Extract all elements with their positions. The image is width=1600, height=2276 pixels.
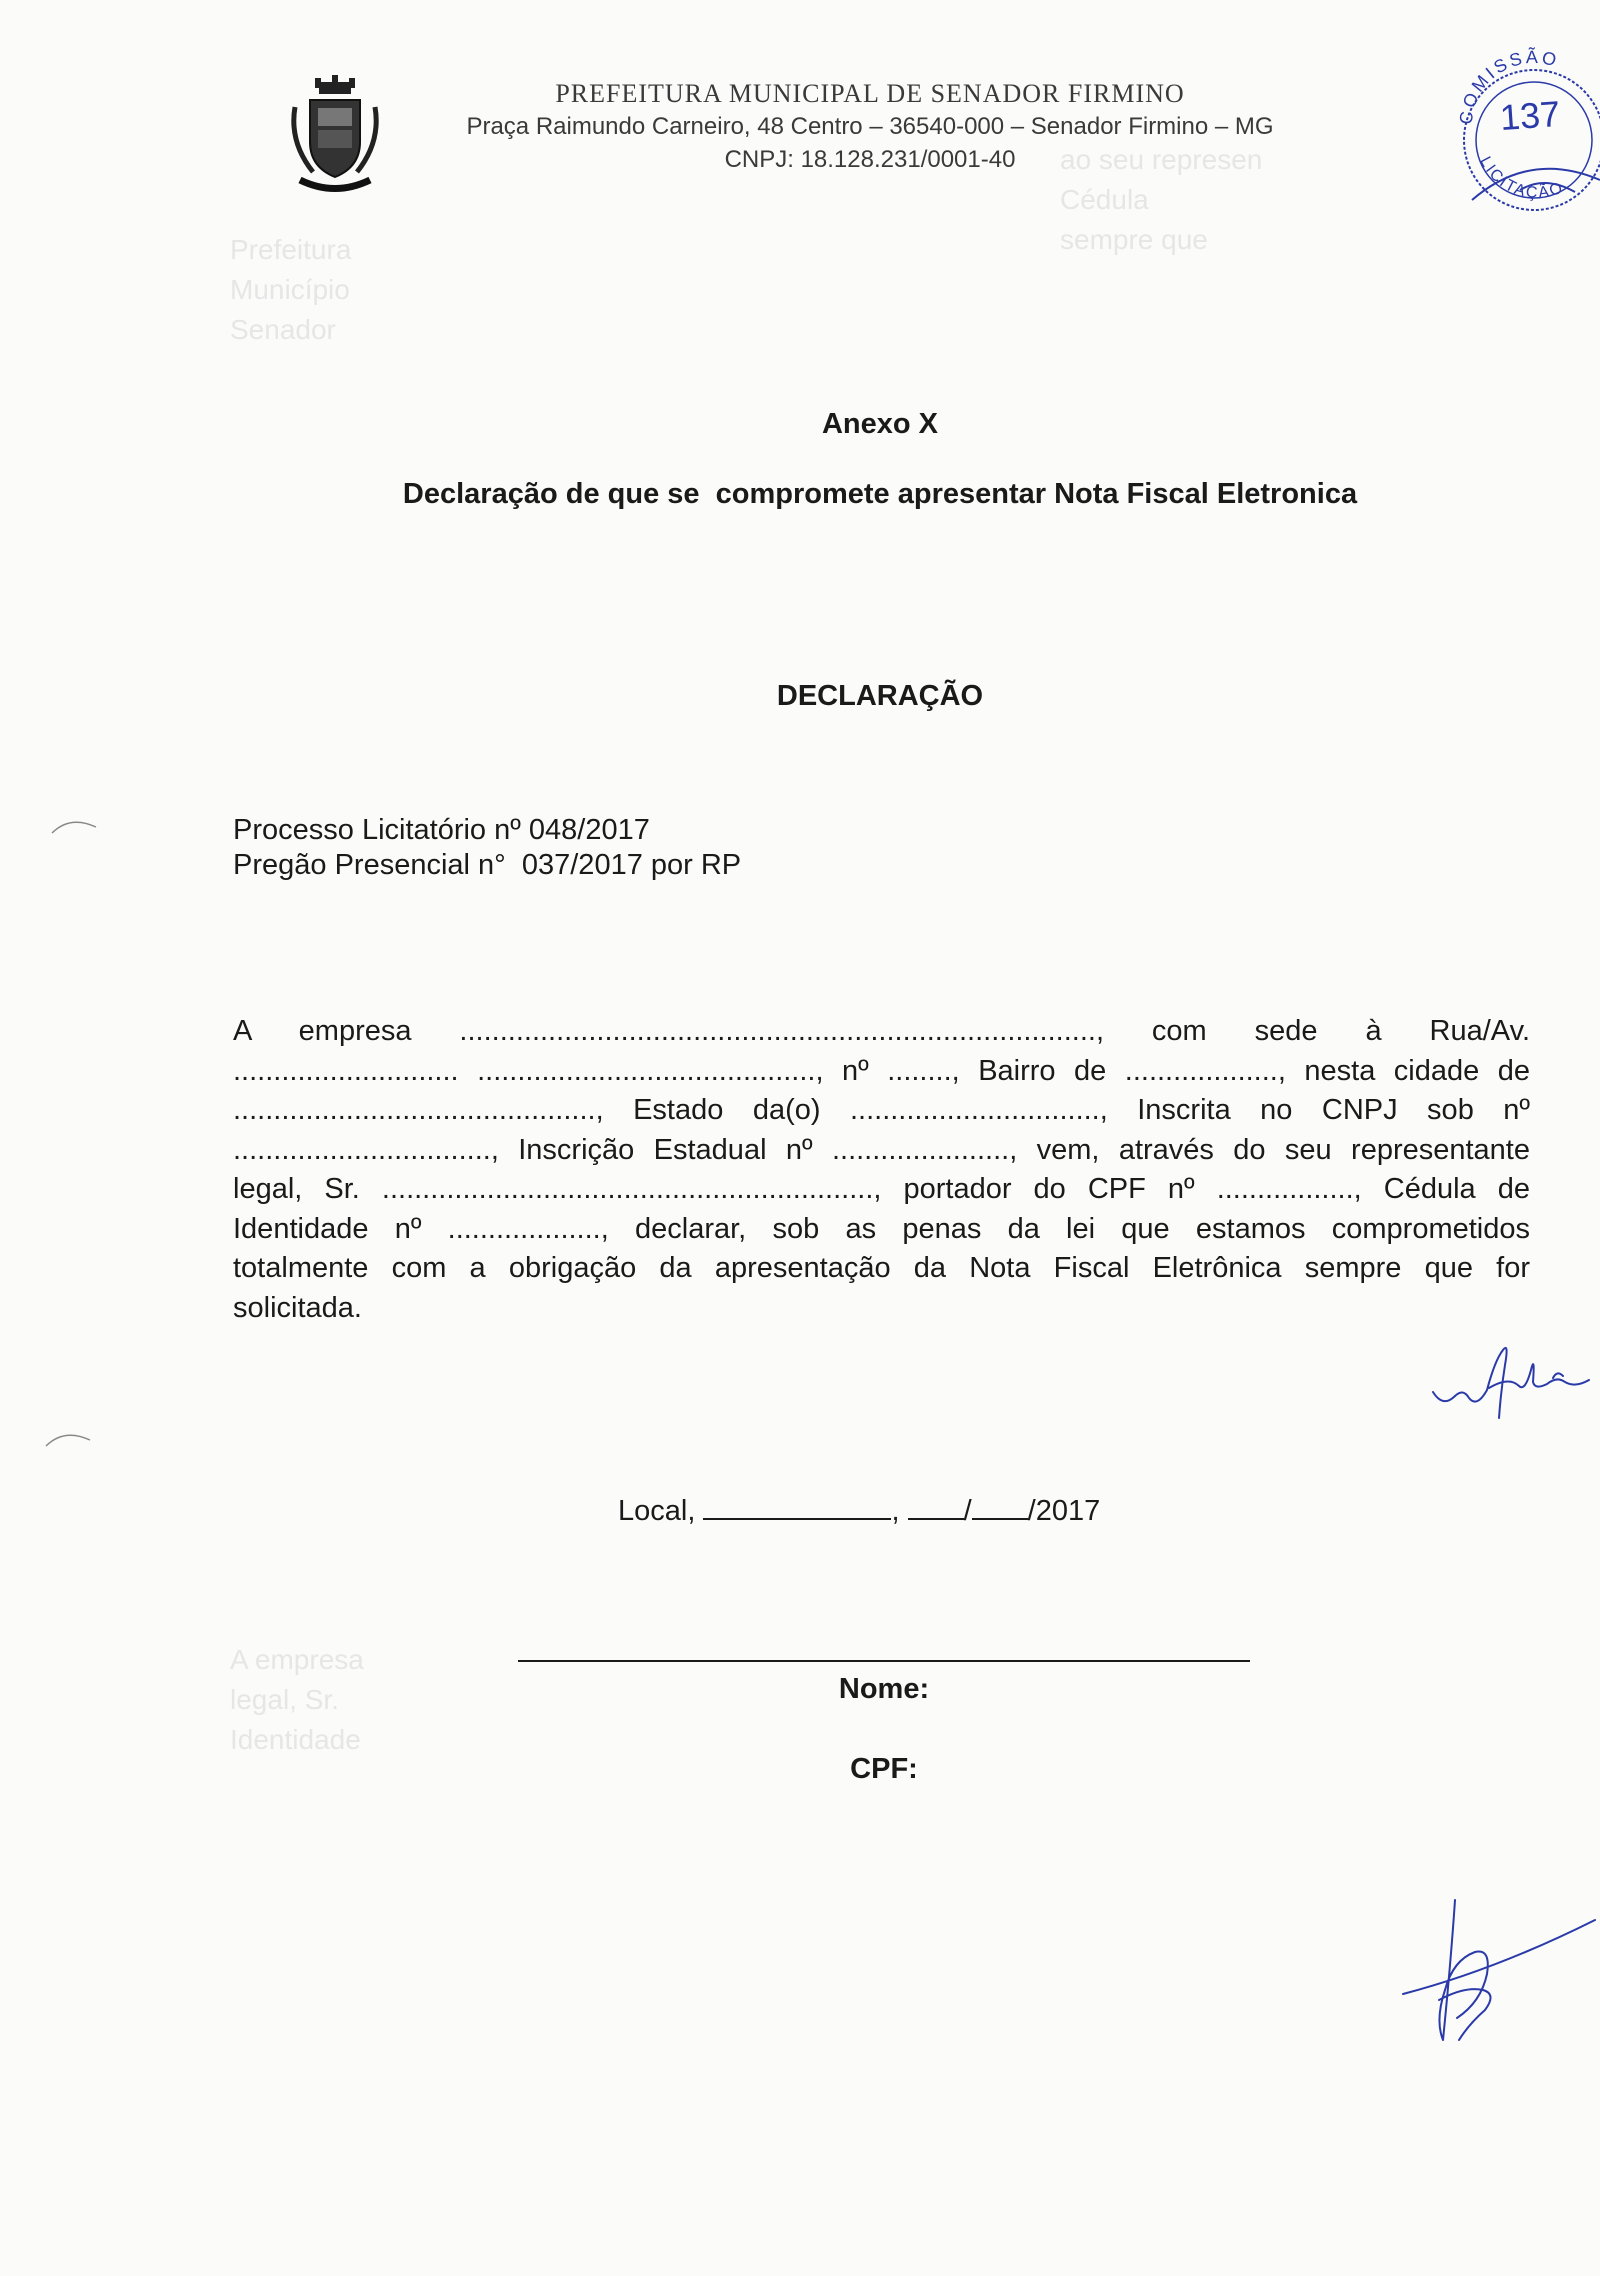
stamp-top-text: COMISSÃO [1455,46,1562,126]
date-separator: / [963,1495,972,1527]
punch-hole-mark-top [50,815,100,835]
annex-title: Anexo X [821,408,939,440]
stamp-bottom-text: LICITAÇÃO [1476,153,1567,202]
body-line: ............................ .........................................., nº ........, Bairro de ..................., nesta cidade de [233,1054,1530,1087]
cpf-label: CPF: [850,1753,918,1785]
body-line: ............................................., Estado da(o) ..............................., Inscrita no CNPJ sob nº [233,1094,1530,1126]
signature-line[interactable] [518,1660,1250,1662]
declaration-subtitle: Declaração de que se compromete apresentar Nota Fiscal Eletronica [402,478,1358,510]
municipality-address: Praça Raimundo Carneiro, 48 Centro – 36540-000 – Senador Firmino – MG [466,113,1274,140]
body-line: ................................, Inscrição Estadual nº ......................, vem, através do seu representante [233,1133,1530,1166]
body-line: solicitada. [233,1291,362,1324]
bleed-through-right: ao seu represen Cédula sempre que [1060,144,1263,255]
body-line: A empresa ..............................................................................., com sede à Rua/Av. [233,1015,1530,1047]
bleed-through-bottom: A empresa legal, Sr. Identidade [230,1644,364,1755]
initials-rubric-icon [1425,1330,1595,1425]
pregao-number: Pregão Presencial n° 037/2017 por RP [233,849,742,881]
body-line: Identidade nº ..................., declarar, sob as penas da lei que estamos comprometidos [233,1212,1530,1245]
local-date-line [618,1494,1100,1528]
comma-separator: , [891,1495,900,1527]
year-suffix: /2017 [1027,1495,1101,1527]
municipality-cnpj: CNPJ: 18.128.231/0001-40 [724,146,1016,173]
letterhead [460,78,1280,176]
local-label: Local, [618,1495,696,1527]
stamp-number: 137 [1498,92,1562,139]
nome-label: Nome: [838,1673,930,1705]
handwritten-signature-icon [1395,1890,1600,2060]
bleed-through-left: Prefeitura Município Senador [230,234,352,345]
punch-hole-mark-bottom [44,1428,94,1448]
body-line: legal, Sr. ............................................................., portador do CPF nº ................., Cédula de [233,1173,1530,1205]
municipality-name: PREFEITURA MUNICIPAL DE SENADOR FIRMINO [555,79,1185,108]
day-blank[interactable] [908,1494,964,1520]
body-line: totalmente com a obrigação da apresentação da Nota Fiscal Eletrônica sempre que for [233,1252,1530,1284]
municipal-crest-icon [285,72,385,202]
month-blank[interactable] [972,1494,1028,1520]
local-blank[interactable] [703,1494,891,1520]
process-number: Processo Licitatório nº 048/2017 [233,814,650,846]
declaration-body [233,1012,1530,1328]
declaration-heading: DECLARAÇÃO [776,680,984,712]
